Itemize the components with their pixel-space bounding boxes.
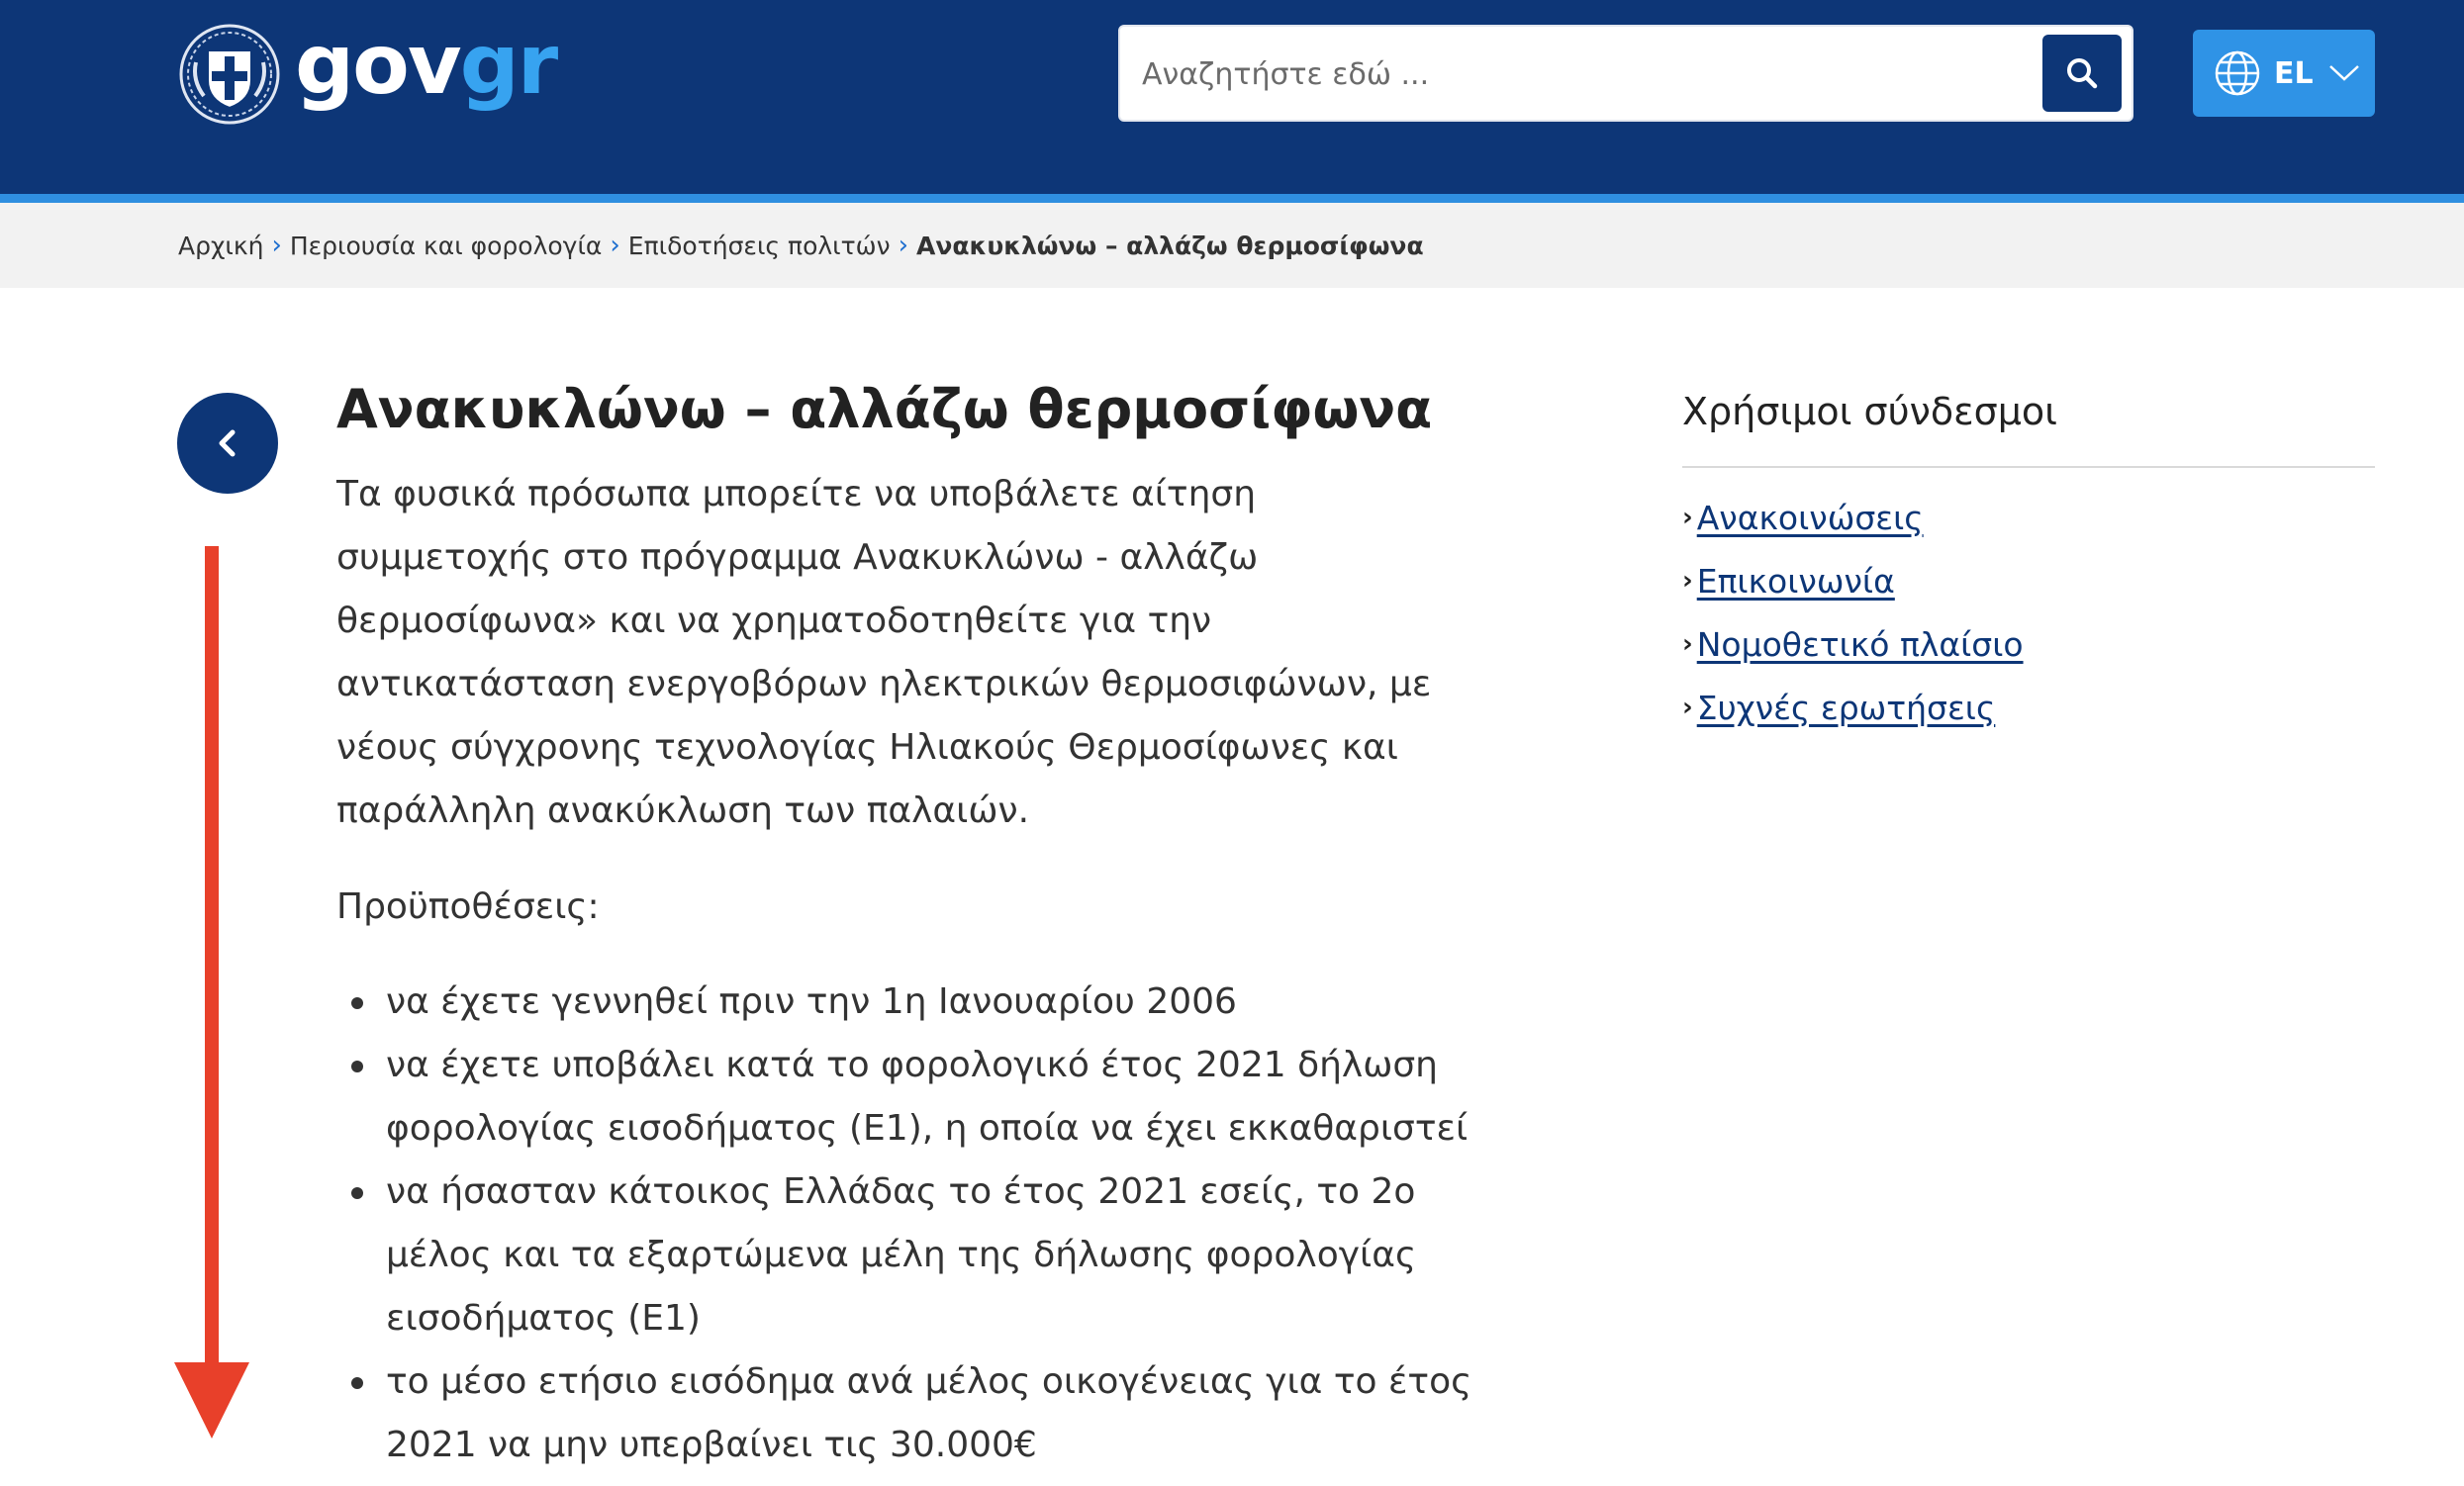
search-icon <box>2063 54 2101 92</box>
useful-links-title: Χρήσιμοι σύνδεσμοι <box>1682 390 2057 433</box>
requirements-heading: Προϋποθέσεις: <box>336 886 600 927</box>
site-header <box>0 0 2464 194</box>
breadcrumb-property-tax[interactable]: Περιουσία και φορολογία <box>289 231 603 260</box>
language-selector[interactable] <box>2193 30 2375 117</box>
link-faq[interactable]: Συχνές ερωτήσεις <box>1696 688 1996 727</box>
useful-link-item <box>1682 549 2024 612</box>
page-title: Ανακυκλώνω – αλλάζω θερμοσίφωνα <box>336 378 1433 440</box>
back-button[interactable] <box>177 393 278 494</box>
breadcrumb <box>178 203 1424 288</box>
list-item: το μέσο ετήσιο εισόδημα ανά μέλος οικογένειας για το έτος 2021 να μην υπερβαίνει τις 30.000€ <box>336 1350 1484 1477</box>
search-button[interactable] <box>2042 35 2122 112</box>
useful-link-item <box>1682 486 2024 549</box>
intro-paragraph: Τα φυσικά πρόσωπα μπορείτε να υποβάλετε αίτηση συμμετοχής στο πρόγραμμα Ανακυκλώνω - αλλάζω θερμοσίφωνα» και να χρηματοδοτηθείτε για την αντικατάσταση ενεργοβόρων ηλεκτρικών θερμοσιφώνων, με νέους σύγχρονης τεχνολογίας Ηλιακούς Θερμοσίφωνες και παράλληλη ανακύκλωση των παλαιών. <box>336 474 1432 831</box>
breadcrumb-chevron-icon: › <box>610 231 620 260</box>
chevron-right-icon: › <box>1682 566 1693 596</box>
logo-gr: gr <box>459 16 557 113</box>
breadcrumb-subsidies[interactable]: Επιδοτήσεις πολιτών <box>627 231 891 260</box>
breadcrumb-bar <box>0 203 2464 288</box>
chevron-right-icon: › <box>1682 629 1693 659</box>
chevron-down-icon <box>2327 63 2361 83</box>
list-item: να έχετε γεννηθεί πριν την 1η Ιανουαρίου 2006 <box>336 971 1484 1034</box>
chevron-left-icon <box>210 425 245 461</box>
link-legal-framework[interactable]: Νομοθετικό πλαίσιο <box>1696 624 2024 664</box>
search-box <box>1118 25 2133 122</box>
breadcrumb-current: Ανακυκλώνω – αλλάζω θερμοσίφωνα <box>916 231 1424 260</box>
logo-wordmark <box>295 16 557 113</box>
list-item: να ήσασταν κάτοικος Ελλάδας το έτος 2021 εσείς, το 2ο μέλος και τα εξαρτώμενα μέλη της δήλωσης φορολογίας εισοδήματος (Ε1) <box>336 1161 1484 1350</box>
link-contact[interactable]: Επικοινωνία <box>1696 561 1895 601</box>
link-announcements[interactable]: Ανακοινώσεις <box>1696 498 1924 537</box>
requirements-list <box>336 971 1484 1477</box>
chevron-right-icon: › <box>1682 503 1693 532</box>
breadcrumb-chevron-icon: › <box>898 231 908 260</box>
header-accent-stripe <box>0 194 2464 203</box>
breadcrumb-home[interactable]: Αρχική <box>178 231 264 260</box>
breadcrumb-chevron-icon: › <box>271 231 282 260</box>
list-item: να έχετε υποβάλει κατά το φορολογικό έτος 2021 δήλωση φορολογίας εισοδήματος (Ε1), η οποία να έχει εκκαθαριστεί <box>336 1034 1484 1161</box>
govgr-logo[interactable] <box>178 16 557 127</box>
arrow-down-icon <box>172 546 251 1439</box>
useful-links-list <box>1682 486 2024 739</box>
sidebar-divider <box>1682 466 2375 468</box>
logo-gov: gov <box>295 16 460 113</box>
greek-coat-of-arms-icon <box>178 23 281 126</box>
chevron-right-icon: › <box>1682 693 1693 722</box>
search-input[interactable] <box>1140 27 2054 122</box>
language-label: EL <box>2274 55 2314 91</box>
globe-icon <box>2213 48 2262 98</box>
useful-link-item <box>1682 676 2024 739</box>
useful-link-item <box>1682 612 2024 676</box>
